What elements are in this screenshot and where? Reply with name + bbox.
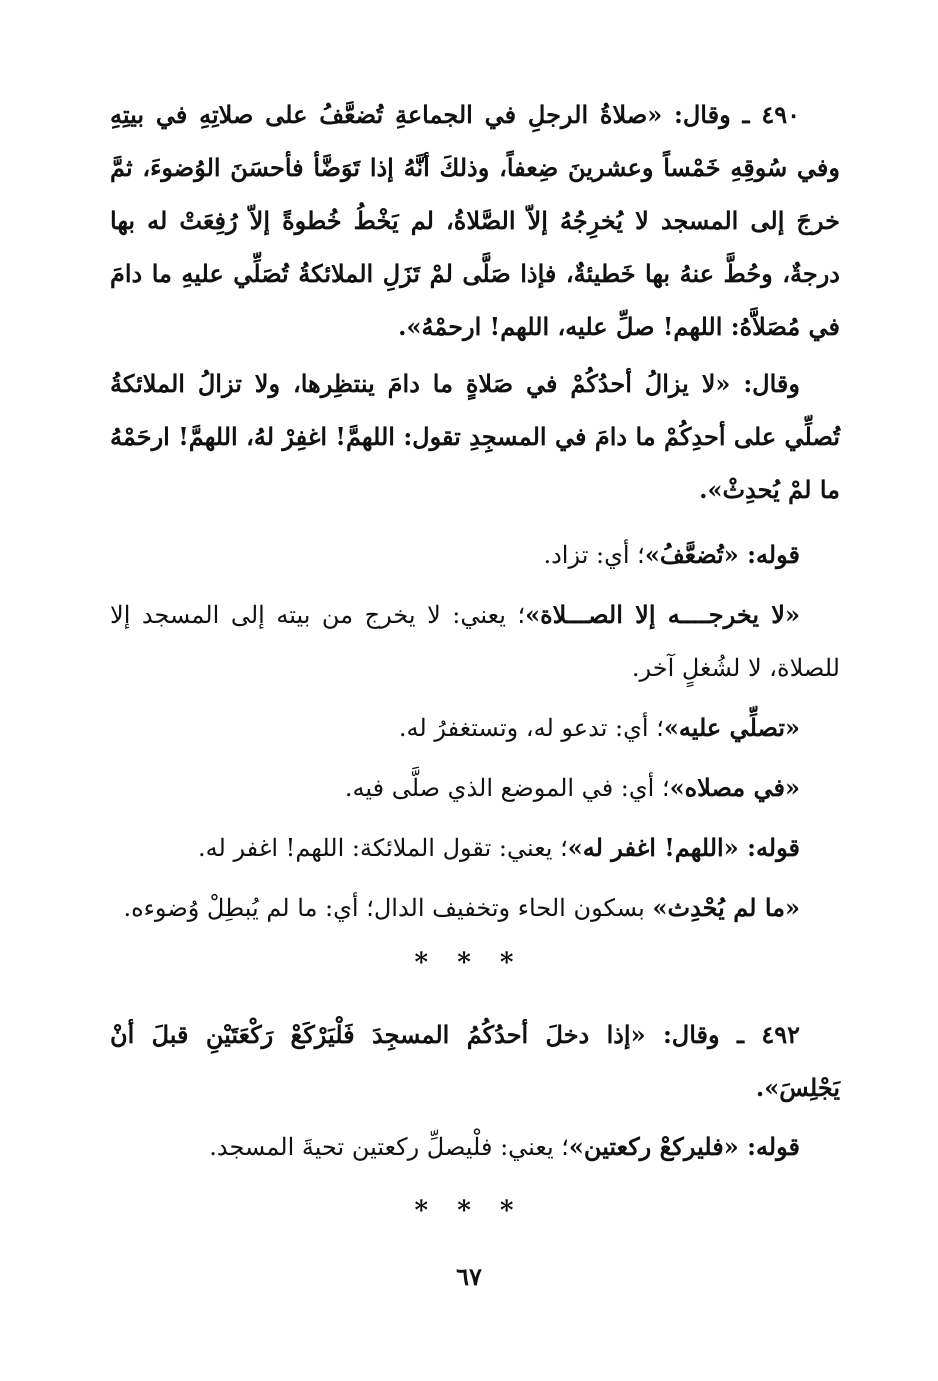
commentary-line [110, 1120, 840, 1174]
section-separator: * * * [414, 1196, 524, 1226]
hadith-492-text: ٤٩٢ ـ وقال: «إذا دخلَ أحدُكُمُ المسجِدَ فَلْيَرْكَعْ رَكْعَتَيْنِ قبلَ أنْ يَجْلِسَ». [110, 1020, 840, 1102]
commentary-lead: «ما لم يُحْدِث» [652, 893, 800, 922]
hadith-492-block [110, 1008, 840, 1174]
commentary-lead: قوله: «اللهم! اغفر له» [567, 833, 800, 862]
commentary-rest: ؛ يعني: لا يخرج من بيته إلى المسجد إلا للصلاة، لا لشُغلٍ آخر. [110, 601, 840, 682]
commentary-lead: قوله: «تُضعَّفُ» [644, 540, 800, 569]
hadith-491-block [110, 357, 840, 516]
commentary-rest: ؛ يعني: فلْيصلِّ ركعتين تحيةَ المسجد. [209, 1133, 569, 1161]
hadith-490-text: ٤٩٠ ـ وقال: «صلاةُ الرجلِ في الجماعةِ تُضعَّفُ على صلاتِهِ في بيتِهِ وفي سُوقِهِ خَمْساً وعشرينَ ضِعفاً، وذلكَ أنَّهُ إذا تَوَضَّأ فأحسَنَ الوُضوءَ، ثمَّ خرجَ إلى المسجد لا يُخرِجُهُ إلاّ الصَّلاةُ، لم يَخْطُ خُطوةً إلاّ رُفِعَتْ له بها درجةٌ، وحُطَّ عنهُ بها خَطيئةٌ، فإذا صَلَّى لمْ تَزَلِ الملائكةُ تُصَلِّي عليهِ ما دامَ في مُصَلاَّهُ: اللهم! صلِّ عليه، اللهم! ارحمْهُ». [110, 100, 840, 341]
commentary-lead: «لا يخرجــــه إلا الصـــلاة» [525, 600, 800, 629]
commentary-line [110, 701, 840, 755]
commentary-rest: ؛ أي: في الموضع الذي صلَّى فيه. [344, 774, 670, 802]
commentary-lead: «تصلِّي عليه» [663, 713, 800, 742]
commentary-491-block [110, 528, 840, 935]
commentary-rest: بسكون الحاء وتخفيف الدال؛ أي: ما لم يُبطِلْ وُضوءه. [123, 894, 653, 922]
commentary-lead: «في مصلاه» [669, 773, 800, 802]
section-separator: * * * [414, 948, 524, 978]
hadith-491-text: وقال: «لا يزالُ أحدُكُمْ في صَلاةٍ ما دامَ ينتظِرها، ولا تزالُ الملائكةُ تُصلِّي على أحدِكُمْ ما دامَ في المسجِدِ تقول: اللهمَّ! اغفِرْ لهُ، اللهمَّ! ارحَمْهُ ما لمْ يُحدِثْ». [110, 369, 840, 504]
commentary-rest: ؛ يعني: تقول الملائكة: اللهم! اغفر له. [198, 834, 568, 862]
commentary-rest: ؛ أي: تزاد. [543, 541, 645, 569]
commentary-lead: قوله: «فليركعْ ركعتين» [568, 1132, 800, 1161]
commentary-line [110, 528, 840, 582]
commentary-rest: ؛ أي: تدعو له، وتستغفرُ له. [398, 714, 664, 742]
commentary-line [110, 588, 840, 695]
hadith-490-block [110, 88, 840, 353]
commentary-line [110, 761, 840, 815]
page-number: ٦٧ [456, 1262, 482, 1291]
commentary-line [110, 821, 840, 875]
commentary-line [110, 881, 840, 935]
